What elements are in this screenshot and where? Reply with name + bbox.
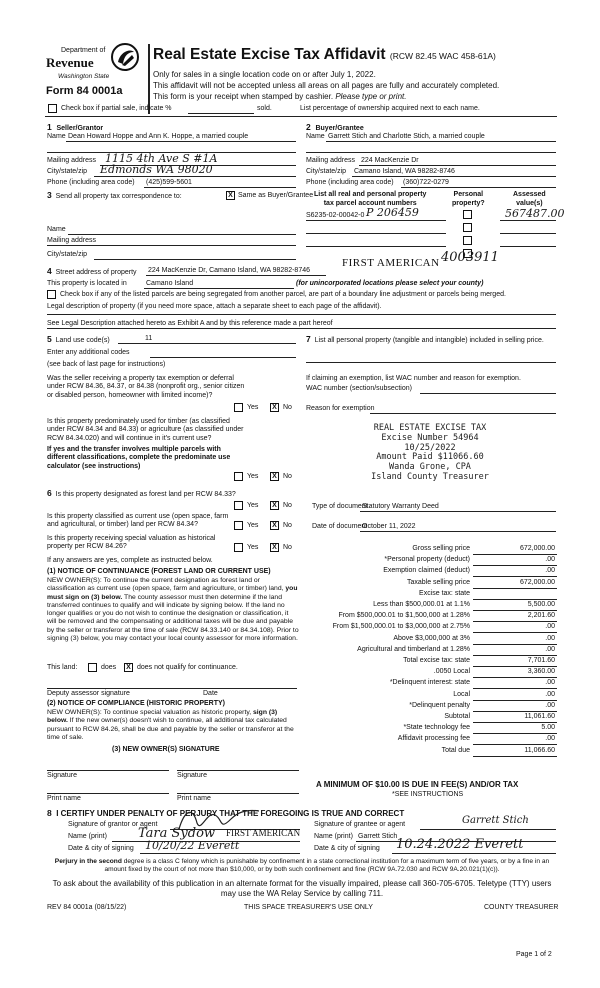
buyer-name[interactable]: Garrett Stich and Charlotte Stich, a married couple [328, 133, 485, 140]
print-line-2 [177, 793, 299, 794]
grantor-date-hw: 10/20/22 Everett [145, 839, 240, 852]
q-forest-yes[interactable] [234, 501, 243, 510]
q-current-use-yes-label: Yes [247, 522, 259, 529]
form-number: Form 84 0001a [46, 85, 123, 97]
tax-row-value[interactable]: 11,066.60 [473, 747, 557, 757]
q-forest-text: Is this property designated as forest land per RCW 84.33? [55, 491, 236, 498]
grantee-date-line [392, 853, 556, 854]
header-line3-text: This form is your receipt when stamped by cashier. [153, 92, 334, 101]
parcel-header-3 [513, 190, 546, 208]
reason-line [370, 413, 556, 414]
tax-row-value[interactable]: .00 [473, 567, 557, 577]
same-as-buyer-label: Same as Buyer/Grantee [238, 192, 314, 199]
stamp-l1: REAL ESTATE EXCISE TAX [373, 423, 487, 433]
land-use-line [118, 343, 296, 344]
additional-codes-label: Enter any additional codes [47, 349, 130, 356]
buyer-name-label: Name [306, 133, 325, 140]
q-historic-no-label: No [283, 544, 292, 551]
tax-row-label: *Delinquent penalty [409, 702, 470, 709]
seller-mailing-label: Mailing address [47, 157, 97, 164]
tax-row-label: Gross selling price [412, 545, 470, 552]
sig-line-1 [47, 770, 169, 771]
perjury-text: degree is a class C felony which is punishable by confinement in a state correctional institution for a maximum term of five years, or by a fine in an amount fixed by the court of not more than $10,000, or by both such confinement and fine (RCW 9A.72.030 and RCW 9A.20.021(1)(c)). [104, 858, 550, 874]
assessed-value-hw: 567487.00 [505, 207, 565, 220]
buyer-phone[interactable]: (360)722-0279 [403, 179, 449, 186]
parcel-header-2 [452, 190, 485, 208]
deputy-line [47, 688, 297, 689]
does-qualify-checkbox[interactable] [88, 663, 97, 672]
grantor-name-label: Name (print) [68, 833, 107, 840]
parcel-h3: Assessed [513, 191, 546, 198]
grantee-sig-label: Signature of grantee or agent [314, 821, 406, 828]
buyer-mailing-line [359, 165, 556, 166]
additional-codes-line [150, 357, 296, 358]
legal-line-2 [47, 328, 556, 329]
minimum-note: A MINIMUM OF $10.00 IS DUE IN FEE(S) AND/OR TAX [316, 780, 519, 789]
tax-row-label: .0050 Local [433, 668, 470, 675]
tax-row-value[interactable]: .00 [473, 646, 557, 656]
any-yes: If any answers are yes, complete as instructed below. [47, 557, 213, 564]
tax-row-value[interactable]: .00 [473, 691, 557, 701]
section4-label [47, 266, 137, 277]
notice1-body [47, 577, 299, 643]
seller-heading [47, 122, 103, 133]
q-timber-bold: If yes and the transfer involves multiple parcels with different classifications, complete the predominate use calculator (see instructions) [47, 446, 231, 470]
buyer-heading [306, 122, 364, 133]
title-ref: (RCW 82.45 WAC 458-61A) [389, 51, 496, 61]
buyer-heading-text: Buyer/Grantee [315, 125, 364, 132]
tax-row-value[interactable] [473, 590, 557, 600]
tax-row-value[interactable]: .00 [473, 735, 557, 745]
doc-date[interactable]: October 11, 2022 [362, 523, 416, 530]
tax-row-value[interactable]: .00 [473, 556, 557, 566]
property-address[interactable]: 224 MacKenzie Dr, Camano Island, WA 98282-8746 [148, 267, 311, 274]
section3-mailing-label: Mailing address [47, 237, 97, 244]
q-historic: Is this property receiving special valuation as historical property per RCW 84.26? [47, 535, 216, 551]
tax-row-label: Total due [441, 747, 470, 754]
personal-prop-line-1 [306, 362, 556, 363]
tax-row-label: *State technology fee [403, 724, 470, 731]
sig-label-1: Signature [47, 772, 77, 779]
tax-row-label: *Delinquent interest: state [389, 679, 470, 686]
see-instructions: *SEE INSTRUCTIONS [392, 791, 464, 798]
doc-type-label: Type of document [312, 503, 368, 510]
located-value[interactable]: Camano Island [146, 280, 194, 287]
q-current-use-no-label: No [283, 522, 292, 529]
tax-row-label: Affidavit processing fee [397, 735, 470, 742]
section4-text: Street address of property [55, 269, 137, 276]
first-american-stamp: FIRST AMERICAN [342, 257, 440, 269]
section3-name-label: Name [47, 226, 66, 233]
notice1-a: NEW OWNER(S): To continue the current designation as forest land or classification as current use (open space, farm and agriculture, or timber) land, [47, 577, 284, 593]
q-current-use-no[interactable]: X [270, 521, 279, 530]
q-forest [47, 488, 237, 499]
personal-property-checkbox-3[interactable] [463, 236, 472, 245]
doc-date-label: Date of document [312, 523, 368, 530]
q-timber-yes-label: Yes [247, 473, 259, 480]
located-note: (for unincorporated locations please select your county) [296, 280, 484, 287]
grantor-date-line [140, 853, 300, 854]
parcel-line-2 [306, 233, 446, 234]
does-label: does [101, 664, 117, 671]
section3-city-label: City/state/zip [47, 251, 88, 258]
personal-property-checkbox-2[interactable] [463, 223, 472, 232]
tax-row-label: Excise tax: state [419, 590, 470, 597]
grantee-name[interactable]: Garrett Stich [358, 833, 398, 840]
tax-row-label: Total excise tax: state [403, 657, 470, 664]
parcel-h2b: property? [452, 200, 485, 208]
legal-description[interactable]: See Legal Description attached hereto as Exhibit A and by this reference made a part hereof [47, 320, 333, 327]
tax-row-label: Taxable selling price [406, 579, 470, 586]
section3-text: Send all property tax correspondence to: [55, 193, 182, 200]
parcel-line-3 [306, 246, 446, 247]
dept-line1: Department of [61, 47, 106, 54]
section5-num: 5 [47, 334, 52, 344]
same-as-buyer-checkbox[interactable]: X [226, 191, 235, 200]
tax-row-label: From $1,500,000.01 to $3,000,000 at 2.75% [332, 623, 470, 630]
tax-row-value[interactable]: 672,000.00 [473, 579, 557, 589]
partial-sale-checkbox[interactable] [48, 104, 57, 113]
buyer-phone-label: Phone (including area code) [306, 179, 394, 186]
wac-line [420, 393, 556, 394]
tax-row-value[interactable]: 5,500.00 [473, 601, 557, 611]
grantor-date-label: Date & city of signing [68, 845, 134, 852]
q-historic-no[interactable]: X [270, 543, 279, 552]
parcel-h1b: tax parcel account numbers [323, 200, 417, 208]
buyer-num: 2 [306, 122, 311, 132]
q-exemption-no-label: No [283, 404, 292, 411]
q-exemption: Was the seller receiving a property tax exemption or deferral under RCW 84.36, 84.37, or 84.38 (nonprofit org., senior citizen or disabled person, homeowner with limited income)? [47, 375, 245, 399]
deputy-label: Deputy assessor signature [47, 690, 130, 697]
q-exemption-yes-label: Yes [247, 404, 259, 411]
parcel-h2: Personal [453, 191, 484, 198]
tax-row-value[interactable]: 5.00 [473, 724, 557, 734]
dept-revenue: Revenue [46, 55, 94, 70]
grantor-stamp: FIRST AMERICAN [226, 828, 301, 838]
tax-row-value[interactable]: 672,000.00 [473, 545, 557, 555]
tax-row-value[interactable]: 11,061.60 [473, 713, 557, 723]
q-current-use: Is this property classified as current use (open space, farm and agricultural, or timber) land per RCW 84.34? [47, 513, 229, 529]
tax-row-value[interactable]: .00 [473, 635, 557, 645]
tax-row-value[interactable]: .00 [473, 679, 557, 689]
title-text: Real Estate Excise Tax Affidavit [153, 46, 386, 63]
section3-num: 3 [47, 190, 52, 200]
grantee-name-label: Name (print) [314, 833, 353, 840]
seller-name-label: Name [47, 133, 66, 140]
tax-row-value[interactable]: .00 [473, 623, 557, 633]
header-divider [148, 44, 150, 114]
property-address-line [146, 275, 326, 276]
partial-sale-label: Check box if partial sale, indicate % [61, 105, 172, 112]
seller-name[interactable]: Dean Howard Hoppe and Ann K. Hoppe, a married couple [68, 133, 249, 140]
parcel-h3b: value(s) [516, 200, 543, 208]
tax-row-value[interactable]: .00 [473, 702, 557, 712]
seller-mailing[interactable]: 1115 4th Ave S #1A [105, 152, 218, 165]
notice2-c: If the new owner(s) doesn't wish to continue, all additional tax calculated pursuant to RCW 84.26, shall be due and payable by the seller or transferor at the time of sale. [47, 717, 294, 741]
perjury-notice [47, 858, 557, 874]
this-land-label: This land: [47, 664, 78, 671]
q-historic-yes-label: Yes [247, 544, 259, 551]
notice2-title: (2) NOTICE OF COMPLIANCE (HISTORIC PROPERTY) [47, 700, 225, 707]
ownership-note: List percentage of ownership acquired next to each name. [300, 105, 480, 112]
sig-line-2 [177, 770, 299, 771]
does-not-label: does not qualify for continuance. [137, 664, 238, 671]
dor-logo [110, 42, 140, 72]
q-timber-no[interactable]: X [270, 472, 279, 481]
form-title [153, 46, 496, 65]
segregated-checkbox[interactable] [47, 290, 56, 299]
header-rule [45, 116, 557, 117]
print-label-2: Print name [177, 795, 211, 802]
q-exemption-yes[interactable] [234, 403, 243, 412]
first-american-number-hw: 4003911 [441, 250, 499, 265]
seller-city-label: City/state/zip [47, 168, 88, 175]
parcel-line-1 [306, 220, 446, 221]
buyer-mailing-label: Mailing address [306, 157, 356, 164]
grantee-signature-hw: Garrett Stich [462, 815, 529, 826]
notice1-c: The county assessor must then determine if the land transferred continues to qualify and will indicate by signing below. If the land no longer qualifies or you do not wish to continue the designation or classification, it will be removed and the compensating or additional taxes will be due and payable by the seller or transferor at the time of sale (RCW 84.33.140 or 84.34.108). Prior to signing (3) below, you may contact your local county assessor for more information. [47, 593, 299, 642]
notice1-title: (1) NOTICE OF CONTINUANCE (FOREST LAND OR CURRENT USE) [47, 568, 271, 575]
tax-row-label: Local [453, 691, 470, 698]
stamp-l5: Wanda Grone, CPA [389, 462, 471, 473]
stamp-l3: 10/25/2022 [404, 442, 456, 453]
grantor-name-hw: Tara Sydow [138, 826, 216, 841]
seller-num: 1 [47, 122, 52, 132]
notice2-body [47, 709, 299, 742]
grantee-date-label: Date & city of signing [314, 845, 380, 852]
stamp-l4: Amount Paid $11066.60 [376, 452, 484, 463]
notice2-b: sign (3) below. [47, 709, 278, 725]
seller-name-line [66, 141, 296, 142]
tax-row-value[interactable]: 7,701.60 [473, 657, 557, 667]
notice1-b: you must sign on (3) below. [47, 585, 298, 601]
new-owner-sig-title: (3) NEW OWNER(S) SIGNATURE [112, 746, 220, 753]
partial-sold: sold. [257, 105, 272, 112]
section6-num: 6 [47, 488, 52, 498]
seller-phone-line [144, 187, 296, 188]
availability-notice: To ask about the availability of this publication in an alternate format for the visually impaired, please call 360-705-6705. Teletype (TTY) users may use the WA Relay Service by calling 711. [52, 879, 552, 899]
section3-label [47, 190, 182, 201]
section7-num: 7 [306, 334, 311, 344]
land-use-label: Land use code(s) [55, 337, 110, 344]
q-forest-yes-label: Yes [247, 502, 259, 509]
q-timber-yes[interactable] [234, 472, 243, 481]
section3-name-line [68, 234, 296, 235]
buyer-city[interactable]: Camano Island, WA 98282-8746 [354, 168, 455, 175]
seller-heading-text: Seller/Grantor [56, 125, 104, 132]
section3-city-line [94, 259, 296, 260]
stamp-l2: Excise Number 54964 [381, 432, 479, 443]
value-line-2 [500, 233, 556, 234]
buyer-extra-line [306, 152, 556, 153]
exempt-claim: If claiming an exemption, list WAC number and reason for exemption. [306, 375, 521, 382]
section5-label [47, 334, 110, 345]
tax-row-label: Above $3,000,000 at 3% [393, 635, 470, 642]
perjury-bold: Perjury in the second [54, 858, 122, 865]
personal-property-checkbox-1[interactable] [463, 210, 472, 219]
value-line-1 [500, 220, 556, 221]
q-timber-no-label: No [283, 473, 292, 480]
treasurer-stamp [330, 424, 530, 483]
doc-type-line [360, 511, 556, 512]
grantee-date-hw: 10.24.2022 Everett [396, 837, 524, 852]
doc-date-line [360, 531, 556, 532]
header-line2: This affidavit will not be accepted unless all areas on all pages are fully and accurately completed. [153, 81, 500, 90]
stamp-l6: Island County Treasurer [371, 471, 489, 482]
q-exemption-no[interactable]: X [270, 403, 279, 412]
located-label: This property is located in [47, 280, 127, 287]
see-back: (see back of last page for instructions) [47, 361, 166, 368]
form-revision: REV 84 0001a (08/15/22) [47, 904, 127, 911]
header-line3 [153, 92, 406, 102]
tax-row-label: Agricultural and timberland at 1.28% [357, 646, 470, 653]
reason-label: Reason for exemption [306, 405, 375, 412]
buyer-city-label: City/state/zip [306, 168, 347, 175]
q-current-use-yes[interactable] [234, 521, 243, 530]
segregated-label: Check box if any of the listed parcels are being segregated from another parcel, are part of a boundary line adjustment or parcels being merged. [60, 291, 506, 298]
certify-text: I CERTIFY UNDER PENALTY OF PERJURY THAT THE FOREGOING IS TRUE AND CORRECT [56, 809, 405, 818]
notice2-a: NEW OWNER(S): To continue special valuation as historic property, [47, 709, 252, 716]
grantor-sig-label: Signature of grantor or agent [68, 821, 158, 828]
legal-label: Legal description of property (if you need more space, attach a separate sheet to each page of the affidavit). [47, 303, 382, 310]
sig-label-2: Signature [177, 772, 207, 779]
seller-phone-label: Phone (including area code) [47, 179, 135, 186]
q-forest-no-label: No [283, 502, 292, 509]
land-use-code[interactable]: 11 [145, 335, 153, 342]
buyer-phone-line [401, 187, 556, 188]
grantee-sig-line [420, 829, 556, 830]
parcel-number[interactable]: S6235-02-00042-0 [306, 212, 365, 219]
tax-row-label: *Personal property (deduct) [384, 556, 470, 563]
tax-row-label: Subtotal [444, 713, 470, 720]
located-line [144, 288, 294, 289]
print-line-1 [47, 793, 169, 794]
parcel-number-hw: P 206459 [366, 206, 419, 219]
dept-state: Washington State [58, 73, 110, 80]
header-line3-italic: Please type or print. [335, 92, 407, 101]
buyer-name-line [326, 141, 556, 142]
page-number: Page 1 of 2 [516, 951, 552, 958]
partial-percent-line [188, 113, 254, 114]
tax-row-value[interactable]: 2,201.60 [473, 612, 557, 622]
q-forest-no[interactable]: X [270, 501, 279, 510]
value-line-3 [500, 246, 556, 247]
print-label-1: Print name [47, 795, 81, 802]
legal-line-1 [47, 314, 556, 315]
tax-row-label: Less than $500,000.01 at 1.1% [373, 601, 470, 608]
deputy-date-label: Date [203, 690, 218, 697]
header-line1: Only for sales in a single location code on or after July 1, 2022. [153, 70, 376, 79]
tax-row-value[interactable]: 3,360.00 [473, 668, 557, 678]
section4-num: 4 [47, 266, 52, 276]
buyer-city-line [352, 176, 556, 177]
seller-city-line [94, 176, 296, 177]
q-historic-yes[interactable] [234, 543, 243, 552]
wac-label: WAC number (section/subsection) [306, 385, 412, 392]
does-not-qualify-checkbox[interactable]: X [124, 663, 133, 672]
treasurer-only: THIS SPACE TREASURER'S USE ONLY [244, 904, 373, 911]
q-timber: Is this property predominately used for timber (as classified under RCW 84.34 and 84.33) or agriculture (as classified under RCW 84.34.020) and will continue in it's current use? [47, 418, 244, 442]
section7-text: List all personal property (tangible and intangible) included in selling price. [314, 337, 544, 344]
section8-num: 8 [47, 808, 52, 818]
tax-row-label: From $500,000.01 to $1,500,000 at 1.28% [338, 612, 470, 619]
section7-label [306, 334, 556, 345]
doc-type[interactable]: Statutory Warranty Deed [362, 503, 439, 510]
buyer-mailing[interactable]: 224 MacKenzie Dr [361, 157, 419, 164]
county-treasurer: COUNTY TREASURER [484, 904, 559, 911]
parcel-h1: List all real and personal property [314, 191, 427, 198]
seller-phone[interactable]: (425)599-5601 [146, 179, 192, 186]
seller-city[interactable]: Edmonds WA 98020 [100, 163, 213, 176]
tax-row-label: Exemption claimed (deduct) [383, 567, 470, 574]
